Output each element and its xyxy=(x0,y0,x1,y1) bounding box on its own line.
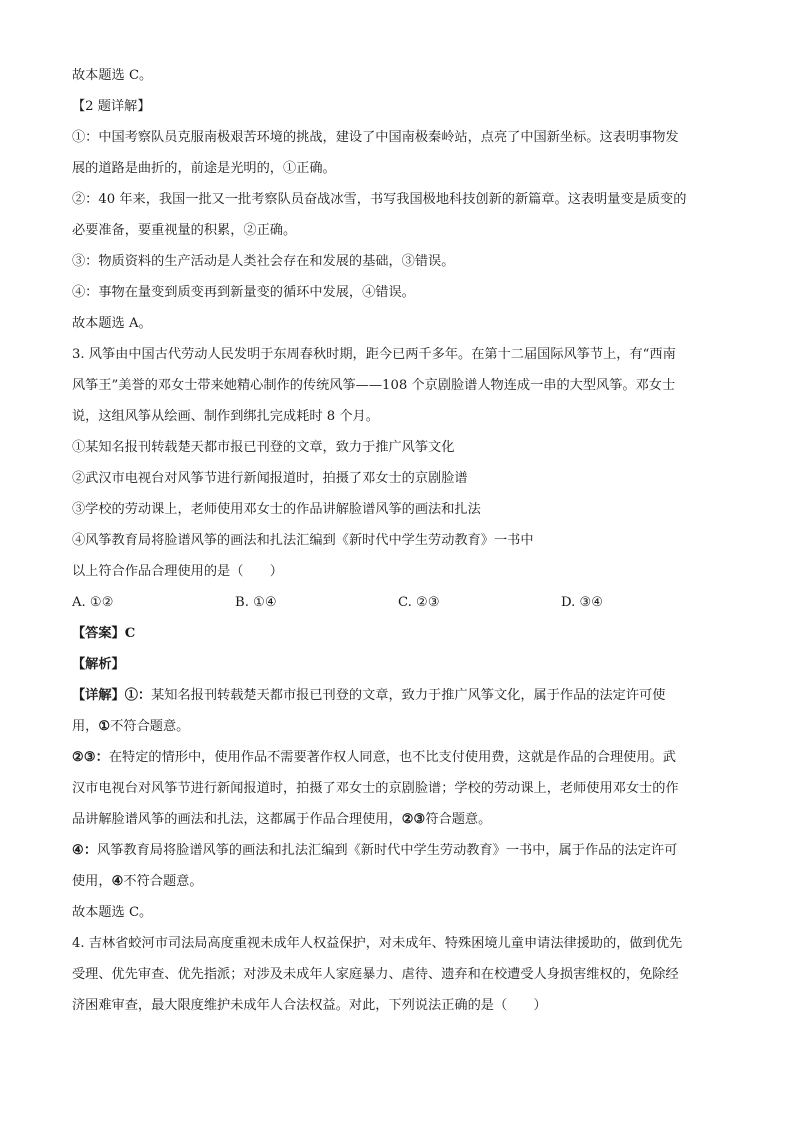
question-stem: 受理、优先审查、优先指派；对涉及未成年人家庭暴力、虐待、遗弃和在校遭受人身损害维权的，免除经 xyxy=(72,967,679,982)
paragraph-line: 展的道路是曲折的，前途是光明的，①正确。 xyxy=(72,161,336,176)
conclusion-line: 故本题选 C。 xyxy=(72,68,153,83)
conclusion-line: 故本题选 C。 xyxy=(72,905,153,920)
paragraph-line: ①：中国考察队员克服南极艰苦环境的挑战，建设了中国南极秦岭站，点亮了中国新坐标。这表明事物发 xyxy=(72,130,679,145)
statement-1: ①某知名报刊转载楚天都市报已刊登的文章，致力于推广风筝文化 xyxy=(72,440,455,455)
document-page xyxy=(72,60,732,1021)
question-stem: 4. 吉林省蛟河市司法局高度重视未成年人权益保护，对未成年、特殊困境儿童申请法律援助的，做到优先 xyxy=(72,936,683,951)
section-header: 【2 题详解】 xyxy=(72,99,151,114)
paragraph-line: ②：40 年来，我国一批又一批考察队员奋战冰雪，书写我国极地科技创新的新篇章。这表明量变是质变的 xyxy=(72,192,687,207)
option-b: B. ①④ xyxy=(235,595,277,610)
detail-line: 使用，④不符合题意。 xyxy=(72,874,203,889)
detail-head: ②③： xyxy=(72,750,109,765)
question-prompt: 以上符合作品合理使用的是（ ） xyxy=(72,564,283,579)
detail-head: 【详解】①： xyxy=(72,688,152,703)
detail-line: 汉市电视台对风筝节进行新闻报道时，拍摄了邓女士的京剧脸谱；学校的劳动课上，老师使用邓女士的作 xyxy=(72,781,679,796)
detail-line: 用，①不符合题意。 xyxy=(72,719,190,734)
statement-4: ④风筝教育局将脸谱风筝的画法和扎法汇编到《新时代中学生劳动教育》一书中 xyxy=(72,533,534,548)
question-stem: 风筝王”美誉的邓女士带来她精心制作的传统风筝——108 个京剧脸谱人物连成一串的大型风筝。邓女士 xyxy=(72,378,676,393)
statement-2: ②武汉市电视台对风筝节进行新闻报道时，拍摄了邓女士的京剧脸谱 xyxy=(72,471,468,486)
paragraph-line: 必要准备，要重视量的积累，②正确。 xyxy=(72,223,297,238)
detail-line: ④：风筝教育局将脸谱风筝的画法和扎法汇编到《新时代中学生劳动教育》一书中，属于作品的法定许可 xyxy=(72,843,678,858)
question-stem: 说，这组风筝从绘画、制作到绑扎完成耗时 8 个月。 xyxy=(72,409,379,424)
answer-options xyxy=(72,587,732,618)
answer-line: 【答案】C xyxy=(72,626,136,641)
analysis-header: 【解析】 xyxy=(72,657,125,672)
detail-line: 品讲解脸谱风筝的画法和扎法，这都属于作品合理使用，②③符合题意。 xyxy=(72,812,492,827)
statement-3: ③学校的劳动课上，老师使用邓女士的作品讲解脸谱风筝的画法和扎法 xyxy=(72,502,481,517)
option-d: D. ③④ xyxy=(561,595,604,610)
option-a: A. ①② xyxy=(72,595,114,610)
option-c: C. ②③ xyxy=(398,595,440,610)
detail-line: 【详解】①：某知名报刊转载楚天都市报已刊登的文章，致力于推广风筝文化，属于作品的法定许可使 xyxy=(72,688,666,703)
detail-line: ②③：在特定的情形中，使用作品不需要著作权人同意，也不比支付使用费，这就是作品的合理使用。武 xyxy=(72,750,676,765)
paragraph-line: ④：事物在量变到质变再到新量变的循环中发展，④错误。 xyxy=(72,285,415,300)
detail-head: ④： xyxy=(72,843,98,858)
question-stem: 济困难审查，最大限度维护未成年人合法权益。对此，下列说法正确的是（ ） xyxy=(72,998,547,1013)
paragraph-line: ③：物质资料的生产活动是人类社会存在和发展的基础，③错误。 xyxy=(72,254,455,269)
conclusion-line: 故本题选 A。 xyxy=(72,316,152,331)
question-stem: 3. 风筝由中国古代劳动人民发明于东周春秋时期，距今已两千多年。在第十二届国际风筝节上，有“西南 xyxy=(72,347,676,362)
